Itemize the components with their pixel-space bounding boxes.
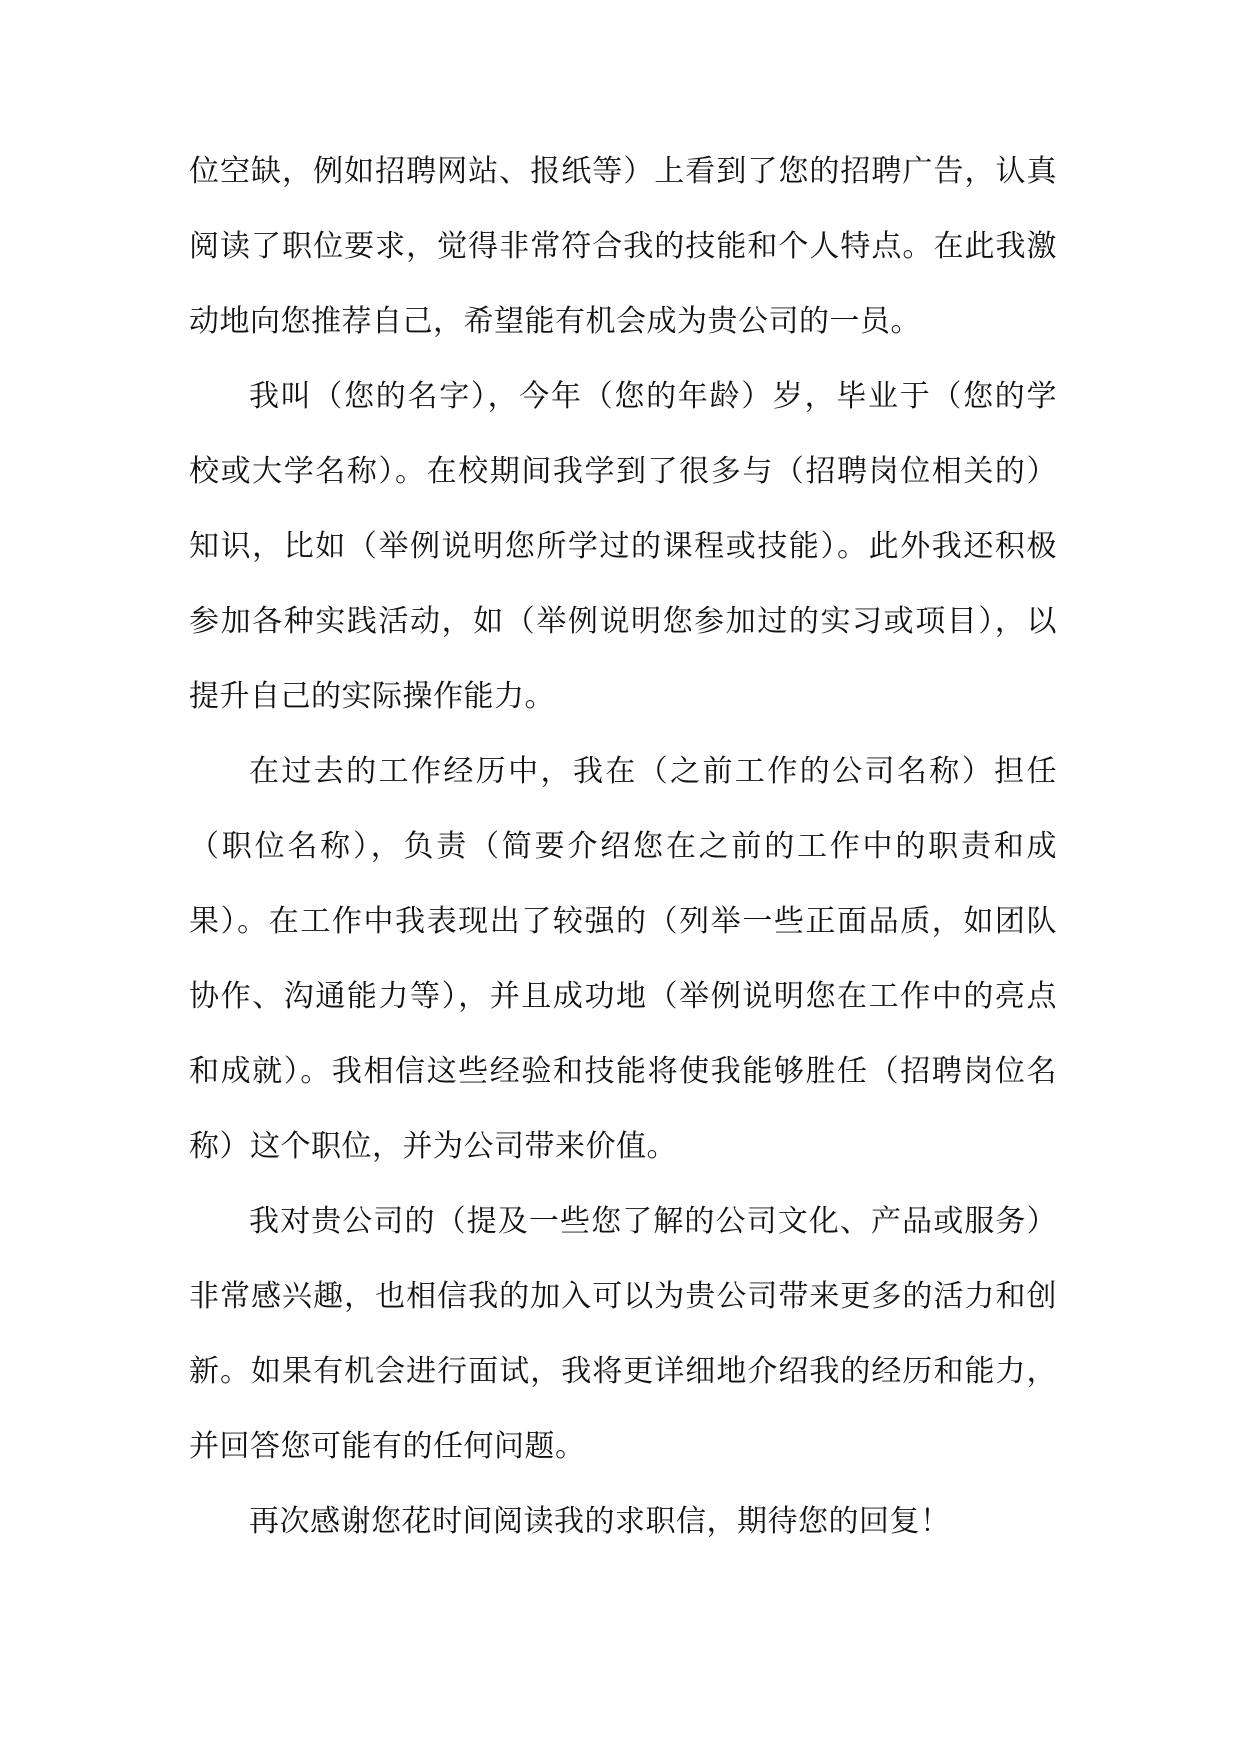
paragraph-3: 在过去的工作经历中，我在（之前工作的公司名称）担任（职位名称），负责（简要介绍您在之前的工作中的职责和成果）。在工作中我表现出了较强的（列举一些正面品质，如团队协作、沟通能力等），并且成功地（举例说明您在工作中的亮点和成就）。我相信这些经验和技能将使我能够胜任（招聘岗位名称）这个职位，并为公司带来价值。	[189, 754, 1057, 1164]
paragraph-4: 我对贵公司的（提及一些您了解的公司文化、产品或服务）非常感兴趣，也相信我的加入可以为贵公司带来更多的活力和创新。如果有机会进行面试，我将更详细地介绍我的经历和能力，并回答您可能有的任何问题。	[189, 1204, 1057, 1464]
paragraph-5: 再次感谢您花时间阅读我的求职信，期待您的回复！	[249, 1504, 951, 1539]
paragraph-1: 位空缺，例如招聘网站、报纸等）上看到了您的招聘广告，认真阅读了职位要求，觉得非常符合我的技能和个人特点。在此我激动地向您推荐自己，希望能有机会成为贵公司的一员。	[189, 154, 1057, 339]
paragraph-2: 我叫（您的名字），今年（您的年龄）岁，毕业于（您的学校或大学名称）。在校期间我学到了很多与（招聘岗位相关的）知识，比如（举例说明您所学过的课程或技能）。此外我还积极参加各种实践活动，如（举例说明您参加过的实习或项目），以提升自己的实际操作能力。	[189, 379, 1057, 714]
letter-body	[189, 134, 1057, 1559]
